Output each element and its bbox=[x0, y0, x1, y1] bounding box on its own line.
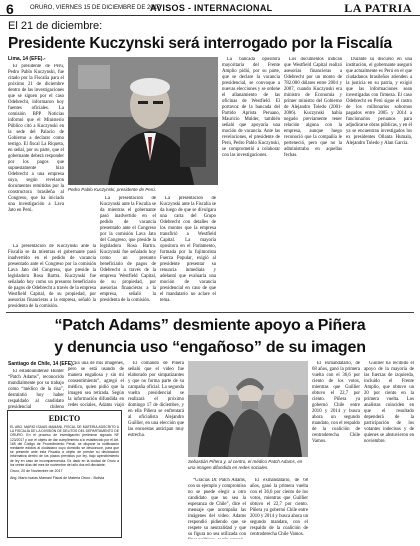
legal-notice-signature: Abg. Mario Isaías Mamani Fiscal de Materia Oruro - Bolivia bbox=[10, 475, 105, 480]
page-header bbox=[0, 0, 420, 16]
article2-headline-line2: y denuncia uso “engañoso” de su imagen bbox=[54, 339, 366, 356]
article1-photo-caption: Pedro Pablo Kuczynski, presidente de Perú. bbox=[68, 187, 157, 192]
article1-col5: Los documentos indican que Westfield Capital realizó asesorías financieras a Odebrecht por un monto de 782.000 dólares entre 2004 y 2007, cuando Kuczynski era ministro de Economía y primer ministro del Gobierno de Alejandro Toledo (2001-2006). Kuczynski había negado previamente tener relación alguna con la empresa, aunque luego reconoció que la compañía le perteneció, pero que no la administraba en aquellas fechas. bbox=[284, 57, 342, 158]
article2-dateline: Santiago de Chile, 14 (EFE).- bbox=[8, 361, 76, 367]
patch-adams-photo bbox=[188, 361, 308, 457]
kuczynski-photo bbox=[68, 57, 218, 185]
portrait-illustration bbox=[68, 57, 218, 185]
article2-col5-b: El exmandatario, de 68 años, ganó la primera vuelta con el 36,6 por ciento de los votos, mientras que Guillier obtuvo el 22,7 por ciento. Piñera ya gobernó Chile entre 2010 y 2014 y busca ahora un segundo mandato, con el respaldo de la coalición de centroderecha Chile Vamos. bbox=[312, 361, 360, 444]
legal-notice-box bbox=[7, 410, 122, 538]
article2-col5: El exmandatario, de 68 años, ganó la primera vuelta con el 36,6 por ciento de los votos, mientras que Guillier obtuvo el 22,7 por ciento. Piñera ya gobernó Chile entre 2010 y 2014 y busca ahora un segundo mandato, con el respaldo de la coalición de centroderecha Chile Vamos. bbox=[250, 478, 308, 537]
legal-notice-body: EL ABG. MARIO ISAIAS MAMANI, FISCAL DE MATERIA ADSCRITO A LA FISCALÍA DE LA DIVISIÓN DE DELITOS DEL DEPARTAMENTO DE ORURO. En el proceso de investigación preliminar signado NF 123/2017 y con el objeto de dar cumplimiento a lo establecido por el Art. 165 del Código de Procedimiento Penal, se dispone la notificación mediante edictos al ciudadano cuyo domicilio se desconoce, para que se presente ante esta Fiscalía a objeto de prestar su declaración informativa dentro de los plazos previstos por ley, bajo apercibimiento de ley en caso de incomparecencia. Es dado en la ciudad de Oruro a los veinte días del mes de noviembre del año dos mil diecisiete. bbox=[10, 425, 119, 467]
article2-headline-line1: “Patch Adams” desmiente apoyo a Piñera bbox=[54, 317, 366, 334]
newspaper-brand: LA PATRIA bbox=[344, 1, 412, 15]
article2-col3: El comando de Piñera señaló que el video fue elaborado por simpatizantes y que no forma parte de su campaña oficial. La segunda vuelta presidencial se realizará el próximo domingo 17 de diciembre, y en ella Piñera se enfrentará al oficialista Alejandro Guillier, en una elección que las encuestas anticipan muy estrecha. bbox=[128, 361, 184, 438]
article2-col4: “Gracias Dr. Patch Adams, con su ejemplo y compromiso no se puede elegir a otro candidato que no sea la esperanza de Chile”, dice el mensaje que acompaña las imágenes del video. Adams respondió pidiendo que se respete su neutralidad y que su figura no sea utilizada con bbox=[188, 478, 246, 537]
group-photo-illustration bbox=[188, 361, 308, 457]
article1-kicker: El 21 de diciembre: bbox=[8, 20, 103, 32]
article2-col1: El estadounidense Hunter “Patch Adams”, reconocido mundialmente por su trabajo como “médico de la risa”, desmintió hoy haber respaldado al candidato presidencial chileno bbox=[8, 369, 64, 409]
article1-col6: Durante su discurso en una institución, el gobernante aseguró que actualmente es Perú en el que ciudadanos brasileños atienden a la justicia en su patria, y exigió que las informaciones sean investigadas con firmeza. El caso Odebrecht en Perú sigue el rastro de los millonarios sobornos pagados entre 2005 y 2014 a funcionarios peruanos para adjudicarse obras públicas, y en él ya se encuentran investigados los ex presidentes Ollanta Humala, Alejandro Toledo y Alan García. bbox=[346, 57, 412, 146]
article2-col6: Guillier ha recibido el apoyo de la mayoría de las fuerzas de izquierda, incluido el Frente Amplio, que obtuvo un 20 por ciento en la primera vuelta. Los analistas coinciden en que el resultado dependerá de la participación de los votantes indecisos y de quienes se abstuvieron en noviembre. bbox=[364, 361, 414, 444]
article1-headline: Presidente Kuczynski será interrogado por la Fiscalía bbox=[8, 35, 392, 52]
article1-col1: El presidente de Perú, Pedro Pablo Kuczynski, fue citado por la Fiscalía para el próximo 21 de diciembre dentro de las investigaciones que se siguen por el caso Odebrecht, informaron hoy fuentes oficiales. La comisión BPP Noticias informó que el Ministerio Público citó a Kuczynski en la sede del Palacio de Gobierno a declarar como testigo. El fiscal La Riqueta, en señal, por su parte, que el gobernante deberá responder por los pagos que supuestamente hizo Odebrecht a una empresa suya, según revelaron documentos remitidos por la constructora brasileña al Congreso, que ha iniciado una investigación a Lava Jato en Perú. bbox=[8, 64, 64, 213]
section-title: AVISOS - INTERNACIONAL bbox=[150, 3, 273, 13]
page-number: 6 bbox=[6, 1, 14, 17]
article2-col2: “Es una de mis imágenes, pero se está usando de manera engañosa y sin mi consentimiento”, agregó el médico, quien pidió que la imagen sea retirada. Según la información difundida en redes sociales, Adams viajó bbox=[68, 361, 124, 408]
article1-col3: La presentación de Kuczynski ante la Fiscalía se da luego de que se divulgara una carta del Grupo Odebrecht con detalles de los montos que la empresa transfirió a Westfield Capital. La mayoría opositora en el Parlamento, formada por la fujimorista Fuerza Popular, exigió al presidente presentar su renuncia inmediata y adelantó que evaluaría una moción de vacancia presidencial en caso de que el mandatario no aclare el tema. bbox=[160, 196, 216, 303]
article2-photo-caption: Sebastián Piñera y, al centro, el médico Patch Adams, en una imagen difundida en redes sociales. bbox=[188, 459, 303, 470]
section-divider bbox=[6, 312, 414, 313]
article1-col2: La presentación de Kuczynski ante la Fiscalía se da mientras el gobernante pasó inadvertido en el pedido de vacancia presentado ante el Congreso por la comisión Lava Jato del Congreso, que preside la legisladora Rosa Bartra. Kuczynski fue señalado hoy como un presunto beneficiario de pagos de Odebrecht a través de la empresa Westfield Capital, de su propiedad, por asesorías financieras a la empresa, señaló la presidenta de la comisión. bbox=[100, 196, 156, 303]
article1-col1-continued: La presentación de Kuczynski ante la Fiscalía se da mientras el gobernante pasó inadvertido en el pedido de vacancia presentado ante el Congreso por la comisión Lava Jato del Congreso, que preside la legisladora Rosa Bartra. Kuczynski fue señalado hoy como un presunto beneficiario de pagos de Odebrecht a través de la empresa Westfield Capital, de su propiedad, por asesorías financieras a la empresa, señaló la presidenta de la comisión. bbox=[8, 244, 96, 308]
issue-date: ORURO, VIERNES 15 DE DICIEMBRE DE 2017 bbox=[30, 5, 161, 11]
article1-dateline: Lima, 14 (EFE).- bbox=[8, 56, 46, 62]
legal-notice-title: EDICTO bbox=[48, 414, 81, 423]
article1-col4: La bancada opositora mayoritaria del Frente Amplio pidió, por su parte, que se declare la vacancia presidencial, se convoque a nuevas elecciones y se ordene el allanamiento de las oficinas de Westfield. El portavoz de la bancada del Partido Aprista Peruano, Mauricio Mulder, también señaló que apoyaría una moción de vacancia. Ante las revelaciones, el presidente de Perú, Pedro Pablo Kuczynski, se comprometió a colaborar con las investigaciones. bbox=[222, 57, 280, 158]
legal-notice-place-date: Oruro, 20 de Noviembre de 2017 bbox=[10, 469, 63, 474]
